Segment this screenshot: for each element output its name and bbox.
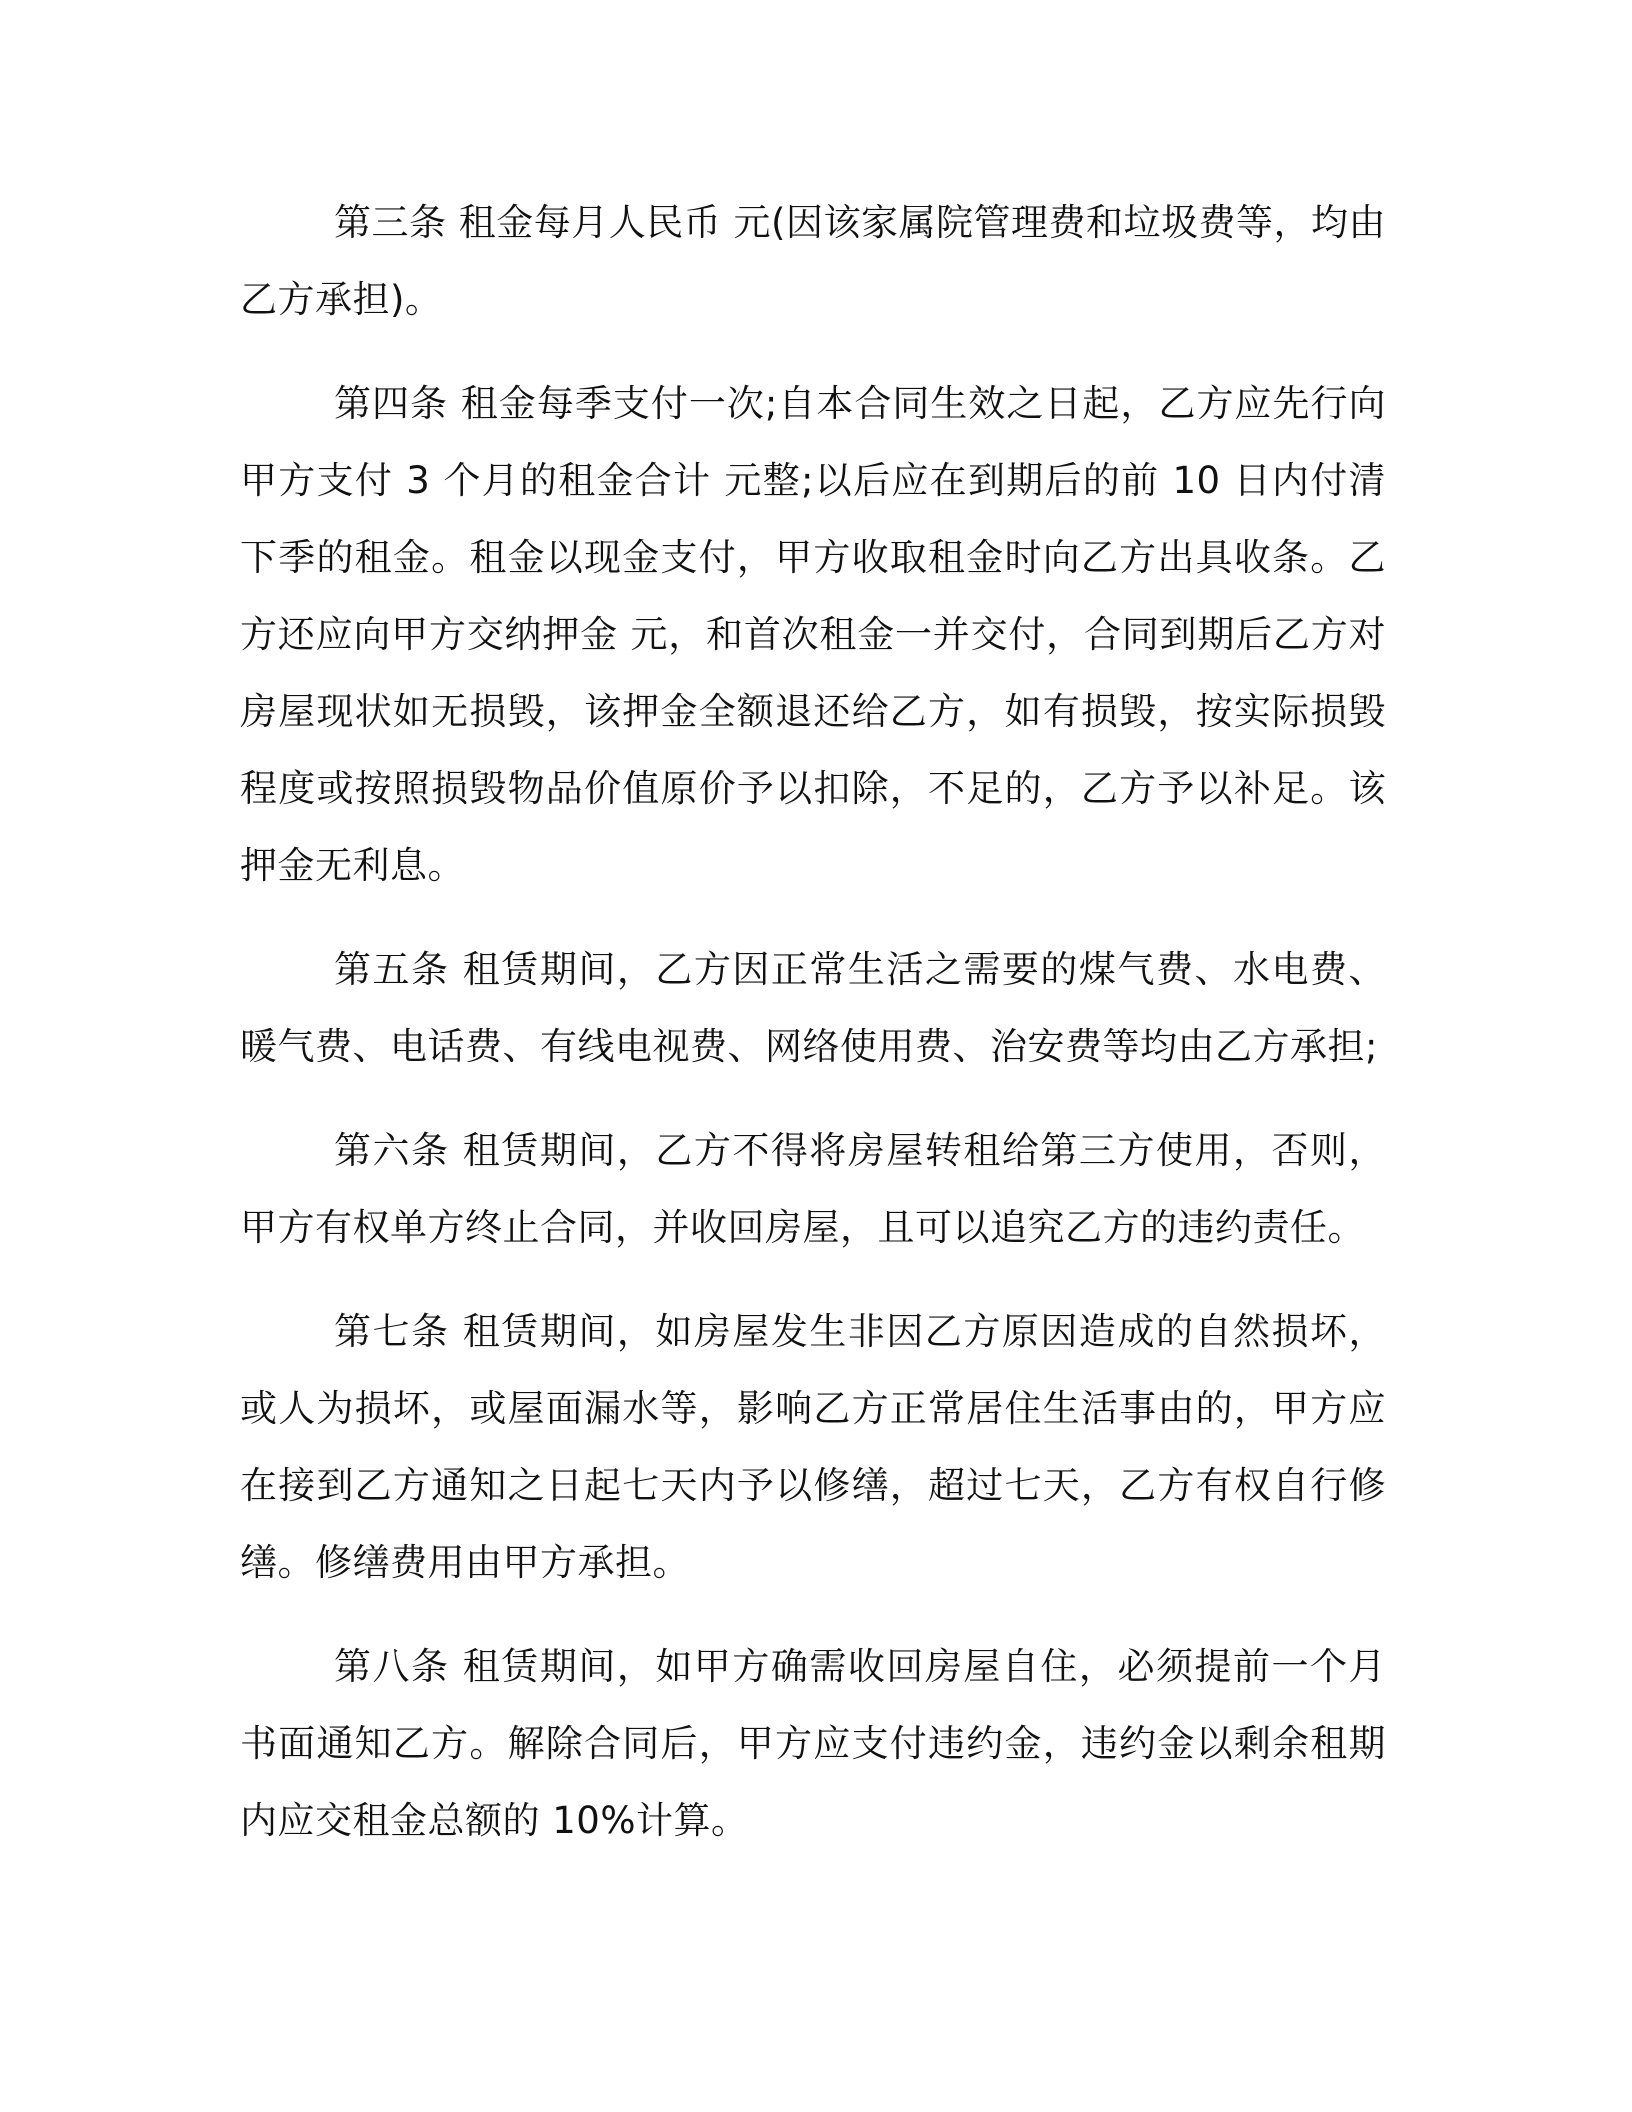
document-body	[240, 184, 1386, 1859]
clause-7-paragraph: 第七条 租赁期间，如房屋发生非因乙方原因造成的自然损坏，或人为损坏，或屋面漏水等，影响乙方正常居住生活事由的，甲方应在接到乙方通知之日起七天内予以修缮，超过七天，乙方有权自行修缮。修缮费用由甲方承担。	[240, 1310, 1386, 1584]
clause-3-paragraph: 第三条 租金每月人民币 元(因该家属院管理费和垃圾费等，均由乙方承担)。	[240, 201, 1386, 321]
clause-5-paragraph: 第五条 租赁期间，乙方因正常生活之需要的煤气费、水电费、暖气费、电话费、有线电视费、网络使用费、治安费等均由乙方承担;	[240, 948, 1386, 1068]
clause-6-paragraph: 第六条 租赁期间，乙方不得将房屋转租给第三方使用，否则，甲方有权单方终止合同，并收回房屋，且可以追究乙方的违约责任。	[240, 1129, 1386, 1249]
clause-4-paragraph: 第四条 租金每季支付一次;自本合同生效之日起，乙方应先行向甲方支付 3 个月的租金合计 元整;以后应在到期后的前 10 日内付清下季的租金。租金以现金支付，甲方收取租金时向乙方出具收条。乙方还应向甲方交纳押金 元，和首次租金一并交付，合同到期后乙方对房屋现状如无损毁，该押金全额退还给乙方，如有损毁，按实际损毁程度或按照损毁物品价值原价予以扣除，不足的，乙方予以补足。该押金无利息。	[240, 382, 1386, 887]
clause-8-paragraph: 第八条 租赁期间，如甲方确需收回房屋自住，必须提前一个月书面通知乙方。解除合同后，甲方应支付违约金，违约金以剩余租期内应交租金总额的 10%计算。	[240, 1645, 1386, 1842]
